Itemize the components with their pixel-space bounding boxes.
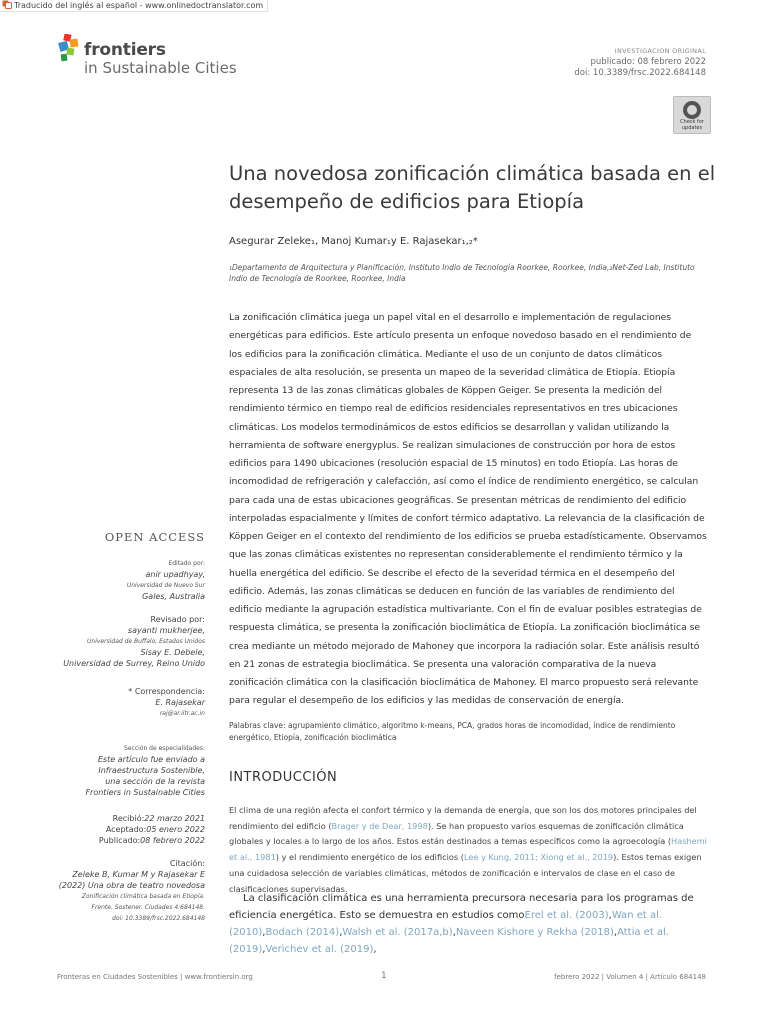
reviewer-1-institution: Universidad de Buffalo, Estados Unidos bbox=[87, 638, 205, 645]
citation-line: Zonificación climática basada en Etiopía. bbox=[81, 893, 205, 900]
reviewers-block bbox=[63, 614, 205, 669]
section-heading-introduction: INTRODUCCIÓN bbox=[229, 770, 338, 785]
citation-line: Zeleke B, Kumar M y Rajasekar E bbox=[72, 870, 205, 879]
reference-link[interactable]: Naveen Kishore y Rekha (2018) bbox=[455, 927, 614, 938]
reference-link[interactable]: Hashemi et al., 1981 bbox=[229, 836, 707, 863]
section-text-line: una sección de la revista bbox=[105, 777, 205, 786]
check-for-updates-badge[interactable] bbox=[673, 96, 711, 134]
reviewed-by-label: Revisado por: bbox=[150, 615, 205, 624]
abstract: La zonificación climática juega un papel vital en el desarrollo e implementación de regulaciones energéticas para edificios. Este artículo presenta un enfoque novedoso basado en el rendimiento de los edificios para la zonificación climática. Mediante el uso de un conjunto de datos climáticos espaciales de alta resolución, se presenta un mapeo de la severidad climática de Etiopía. Etiopía representa 13 de las zonas climáticas globales de Köppen Geiger. Se presenta la medición del rendimiento térmico en tiempo real de edificios residenciales representativos en tres ubicaciones climáticas. Los modelos termodinámicos de estos edificios se desarrollan y validan utilizando la herramienta de software energyplus. Se realizan simulaciones de construcción por hora de estos edificios para 1490 ubicaciones (resolución espacial de 15 minutos) en todo Etiopía. Las horas de incomodidad de refrigeración y calefacción, así como el índice de rendimiento energético, se calculan para cada una de estas ubicaciones geográficas. Se presentan métricas de rendimiento del edificio interpoladas espacialmente y límites de confort térmico adaptativo. La relevancia de la clasificación de Köppen Geiger en el contexto del rendimiento de los edificios se prueba estadísticamente. Observamos que las zonas climáticas existentes no representan considerablemente el rendimiento térmico y la huella energética del edificio. Se describe el efecto de la severidad térmica en el desempeño del edificio. Además, las zonas climáticas se deducen en función de las variables de rendimiento del edificio mediante la agrupación estadística multivariante. Con el fin de evaluar posibles estrategias de respuesta climática, se presenta la zonificación bioclimática de Etiopía. La zonificación bioclimática se crea mediante un método mejorado de Mahoney que incorpora la radiación solar. Este análisis resultó en 21 zonas de estrategia bioclimática. Se presenta una valoración comparativa de la nueva zonificación climática con la clasificación bioclimática de Mahoney. El marco propuesto será relevante para regular el desempeño de los edificios y las medidas de conservación de energía. bbox=[229, 312, 707, 707]
intro-paragraph-2: La clasificación climática es una herramienta precursora necesaria para los programas de eficiencia energética. Esto se demuestra en estudios comoErel et al. (2003),Wan et al. (2010),Bodach (2014),Walsh et al. (2017a,b),Naveen Kishore y Rekha (2018),Attia et al. (2019),Verichev et al. (2019), bbox=[229, 893, 694, 955]
translate-icon bbox=[2, 0, 12, 9]
footer-issue: febrero 2022 | Volumen 4 | Artículo 684148 bbox=[554, 973, 706, 981]
check-text-2: updates bbox=[681, 124, 703, 131]
reviewer-2-name[interactable]: Sisay E. Debele, bbox=[140, 648, 205, 657]
reference-link[interactable]: Walsh et al. (2017a,b) bbox=[342, 927, 453, 938]
intro-paragraph-1: El clima de una región afecta el confort térmico y la demanda de energía, que son los dos motores principales del rendimiento del edificio (Brager y de Dear, 1998). Se han propuesto varios esquemas de zonificación climática globales y locales a lo largo de los años. Estos están destinados a temas específicos como la agroecología (Hashemi et al., 1981) y el rendimiento energético de los edificios (Lee y Kung, 2011; Xiong et al., 2019). Estos temas exigen una cuidadosa selección de variables climáticas, métodos de zonificación e intervalos de clase en el caso de clasificaciones supervisadas. bbox=[229, 805, 707, 894]
correspondence-name: E. Rajasekar bbox=[155, 698, 205, 707]
received-date: Recibió:22 marzo 2021 bbox=[112, 814, 205, 823]
article-title: Una novedosa zonificación climática basada en el desempeño de edificios para Etiopía bbox=[229, 162, 716, 213]
reviewer-2-institution: Universidad de Surrey, Reino Unido bbox=[63, 659, 205, 668]
logo-word-journal: in Sustainable Cities bbox=[84, 59, 237, 77]
editor-location: Gales, Australia bbox=[142, 592, 205, 601]
reference-link[interactable]: Verichev et al. (2019) bbox=[265, 944, 374, 955]
reviewer-1-name[interactable]: sayanti mukherjee, bbox=[127, 626, 205, 635]
reference-link[interactable]: Wan et al. (2010) bbox=[229, 910, 663, 938]
reference-link[interactable]: Attia et al. (2019) bbox=[229, 927, 670, 955]
correspondence-block bbox=[128, 686, 205, 719]
correspondence-label: * Correspondencia: bbox=[128, 687, 205, 696]
article-type: INVESTIGACION ORIGINAL bbox=[614, 47, 706, 55]
editor-name[interactable]: anir upadhyay, bbox=[145, 570, 205, 579]
citation-block bbox=[59, 858, 205, 924]
article-meta bbox=[574, 46, 706, 79]
open-access-label: OPEN ACCESS bbox=[104, 530, 205, 544]
check-updates-icon bbox=[683, 101, 701, 119]
editor-institution: Universidad de Nuevo Sur bbox=[126, 582, 205, 589]
reference-link[interactable]: Brager y de Dear, 1998 bbox=[331, 820, 428, 831]
reference-link[interactable]: Erel et al. (2003) bbox=[524, 910, 609, 921]
banner-text: Traducido del inglés al español - www.onlinedoctranslator.com bbox=[14, 1, 264, 10]
author-list: Asegurar Zeleke₁, Manoj Kumar₁y E. Rajasekar₁,₂* bbox=[229, 236, 478, 247]
citation-label: Citación: bbox=[169, 859, 205, 868]
reference-link[interactable]: Lee y Kung, 2011; Xiong et al., 2019 bbox=[463, 852, 614, 863]
article-doi[interactable]: doi: 10.3389/frsc.2022.684148 bbox=[574, 68, 706, 78]
citation-doi[interactable]: doi: 10.3389/frsc.2022.684148 bbox=[112, 915, 205, 922]
section-label: Sección de especialidades: bbox=[124, 745, 205, 752]
section-text-line: Este artículo fue enviado a bbox=[97, 755, 205, 764]
section-text-line: Infraestructura Sostenible, bbox=[98, 766, 205, 775]
section-block bbox=[85, 744, 205, 798]
correspondence-email[interactable]: raj@ar.iitr.ac.in bbox=[159, 710, 205, 717]
accepted-date: Aceptado:05 enero 2022 bbox=[105, 825, 205, 834]
editor-block bbox=[127, 559, 205, 602]
citation-line: (2022) Una obra de teatro novedosa bbox=[58, 881, 205, 890]
keywords: Palabras clave: agrupamiento climático, algoritmo k-means, PCA, grados horas de incomodidad, índice de rendimiento energético, Etiopía, zonificación bioclimática bbox=[229, 721, 676, 742]
translator-banner[interactable] bbox=[0, 0, 268, 12]
dates-block bbox=[99, 813, 205, 846]
edited-by-label: Editado por: bbox=[168, 560, 205, 567]
published-date: Publicado:08 febrero 2022 bbox=[98, 836, 205, 845]
footer-journal[interactable]: Fronteras en Ciudades Sostenibles | www.frontiersin.org bbox=[57, 973, 253, 981]
section-text-line: Frontiers in Sustainable Cities bbox=[85, 788, 205, 797]
logo-word-frontiers: frontiers bbox=[84, 40, 166, 60]
page-number: 1 bbox=[381, 971, 387, 981]
reference-link[interactable]: Bodach (2014) bbox=[265, 927, 340, 938]
frontiers-logo-icon bbox=[57, 34, 83, 64]
publication-date: publicado: 08 febrero 2022 bbox=[590, 57, 706, 67]
affiliations: ₁Departamento de Arquitectura y Planificación, Instituto Indio de Tecnología Roorkee, Roorkee, India,₂Net-Zed Lab, Instituto Indio de Tecnología de Roorkee, Roorkee, India bbox=[229, 263, 695, 283]
check-text-1: Check for bbox=[680, 119, 704, 125]
citation-line: Frente. Sostener. Ciudades 4:684148. bbox=[91, 904, 205, 911]
journal-logo bbox=[57, 34, 247, 80]
